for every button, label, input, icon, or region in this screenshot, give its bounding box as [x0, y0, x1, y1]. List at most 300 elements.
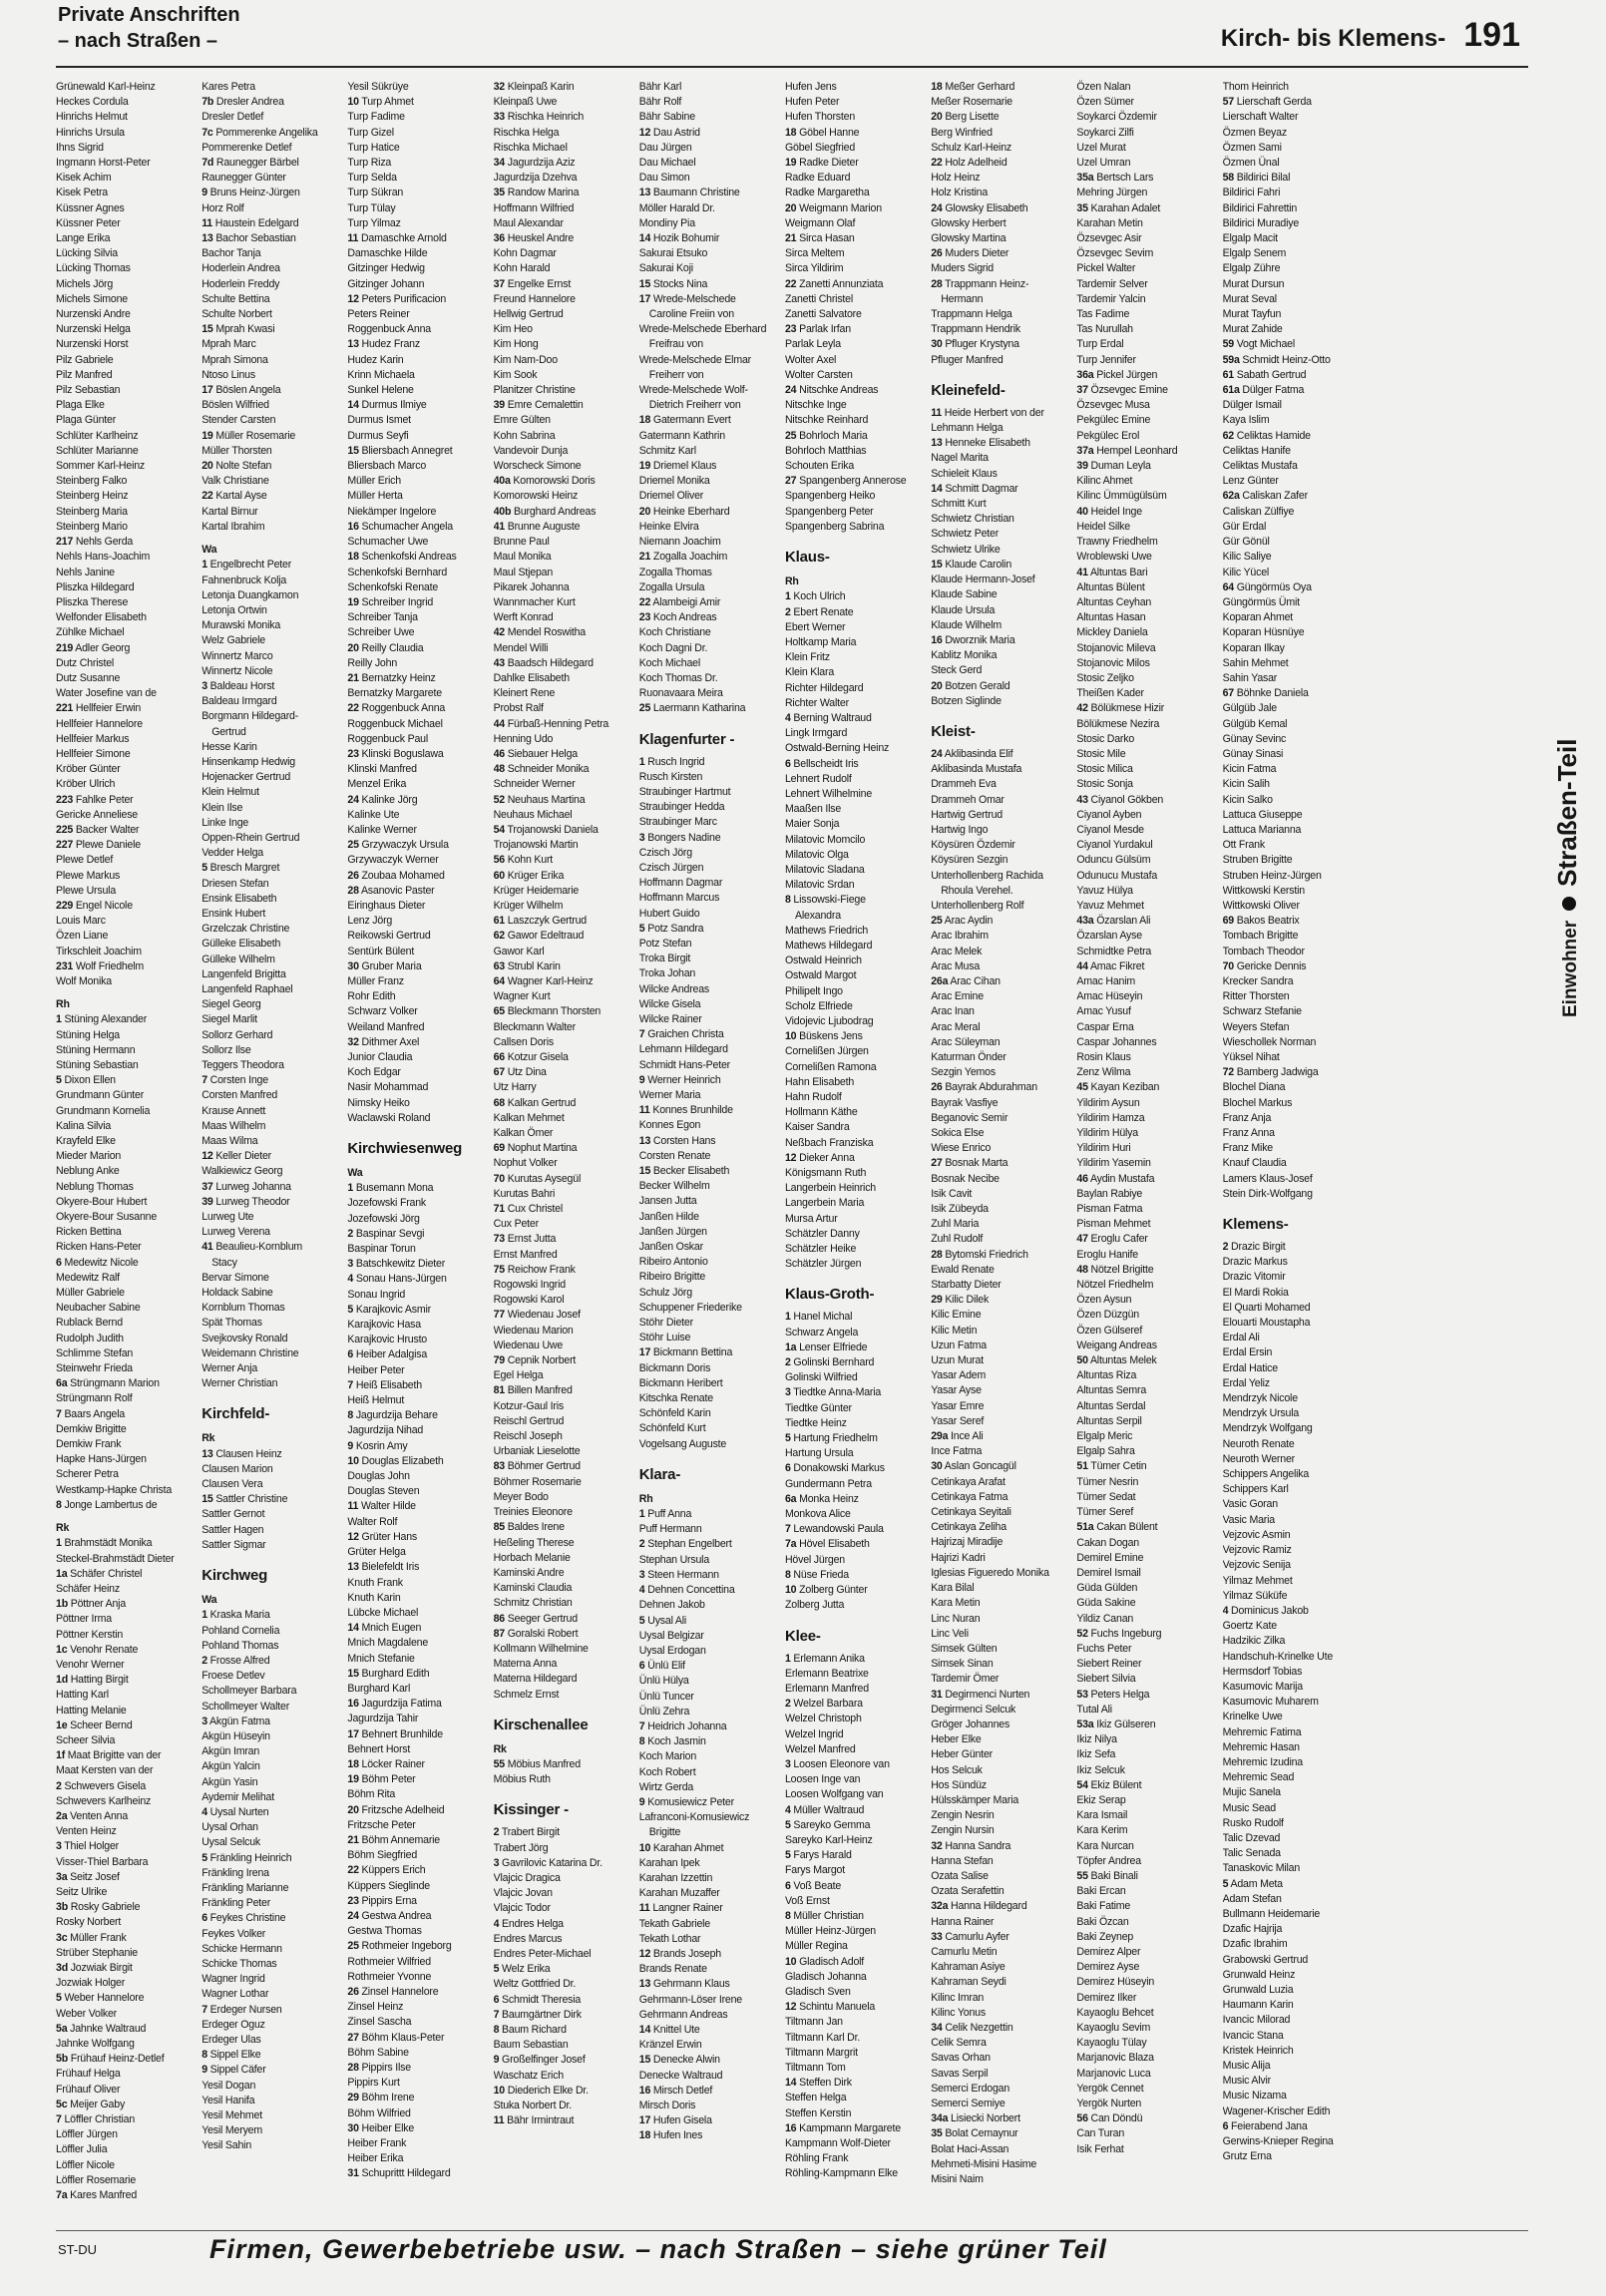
house-number: 12: [784, 2001, 797, 2014]
resident-entry: Grunwald Luzia: [1222, 1983, 1294, 1996]
resident-entry: Damaschke Hilde: [347, 247, 428, 260]
resident-entry: Ünlü Zehra: [638, 1705, 690, 1718]
resident-entry: Stender Carsten: [201, 414, 276, 427]
resident-entry: Gitzinger Johann: [347, 277, 425, 290]
resident-entry: Kilinc Ahmet: [1076, 475, 1133, 488]
resident-entry: Monkova Alice: [784, 1508, 851, 1521]
resident-entry: Drammeh Eva: [931, 778, 997, 791]
resident-entry: Lübcke Michael: [347, 1606, 419, 1619]
resident-entry: Nehls Hans-Joachim: [56, 551, 151, 564]
section-title: Private Anschriften: [58, 4, 240, 26]
resident-entry: Schwietz Christian: [931, 513, 1014, 526]
house-number: 231: [56, 959, 74, 972]
resident-entry: Welzel Christoph: [784, 1713, 862, 1725]
resident-entry: Kollmann Wilhelmine: [493, 1642, 589, 1655]
resident-entry: 217 Nehls Gerda: [56, 536, 134, 549]
resident-entry: 67 Utz Dina: [493, 1066, 547, 1079]
resident-entry: Pickel Walter: [1076, 262, 1136, 275]
resident-entry: Özsevgec Sevim: [1076, 247, 1154, 260]
resident-entry: Ensink Hubert: [201, 907, 266, 920]
resident-entry: Krinn Michaela: [347, 368, 415, 381]
resident-entry: Beganovic Semir: [931, 1111, 1008, 1124]
resident-entry: Koparan Ilkay: [1222, 641, 1285, 654]
house-number: 59: [1222, 338, 1234, 351]
resident-entry: Lamers Klaus-Josef: [1222, 1172, 1313, 1185]
resident-entry: 20 Weigmann Marion: [784, 201, 882, 214]
house-number: 8: [784, 1568, 791, 1581]
resident-entry: Cux Peter: [493, 1218, 539, 1231]
resident-entry: Svejkovsky Ronald: [201, 1332, 288, 1344]
resident-entry: 23 Koch Andreas: [638, 611, 717, 624]
resident-entry: Meßer Rosemarie: [931, 96, 1012, 109]
resident-entry: 10 Gladisch Adolf: [784, 1955, 865, 1968]
resident-entry: 29 Böhm Irene: [347, 2092, 415, 2105]
resident-entry: Tiedtke Günter: [784, 1401, 852, 1414]
resident-entry: Milatovic Olga: [784, 848, 849, 861]
resident-entry: Brunne Paul: [493, 536, 550, 549]
resident-entry: Schneider Werner: [493, 778, 576, 791]
resident-entry: Planitzer Christine: [493, 384, 576, 397]
resident-entry: 2 Baspinar Sevgi: [347, 1227, 425, 1240]
resident-entry: Hufen Jens: [784, 81, 837, 93]
house-number: 1: [784, 590, 791, 603]
house-number: 6: [201, 1912, 207, 1925]
resident-entry: Hubert Guido: [638, 907, 700, 920]
resident-entry: 30 Pfluger Krystyna: [931, 338, 1019, 351]
resident-entry: Holtkamp Maria: [784, 635, 857, 648]
resident-entry: Turp Erdal: [1076, 338, 1124, 351]
resident-entry: 51a Cakan Bülent: [1076, 1521, 1158, 1534]
resident-entry: Stephan Ursula: [638, 1553, 710, 1566]
resident-entry: Altuntas Serpil: [1076, 1414, 1142, 1427]
resident-entry: Burghard Karl: [347, 1682, 411, 1695]
resident-entry: Ihns Sigrid: [56, 141, 104, 154]
resident-entry: Demirez Hüseyin: [1076, 1976, 1155, 1989]
house-number: 62a: [1222, 490, 1240, 503]
resident-entry: Bernatzky Margarete: [347, 687, 442, 700]
house-number: 19: [201, 429, 213, 442]
resident-entry: Ikiz Sefa: [1076, 1748, 1116, 1761]
resident-entry: Denecke Waltraud: [638, 2069, 723, 2082]
resident-entry: Löffler Nicole: [56, 2158, 115, 2171]
resident-entry: 1e Scheer Bernd: [56, 1719, 133, 1731]
resident-entry: Ricken Hans-Peter: [56, 1241, 142, 1254]
resident-entry: Fritzsche Peter: [347, 1818, 416, 1831]
resident-entry: Pohland Cornelia: [201, 1624, 280, 1637]
house-number: 71: [493, 1203, 505, 1216]
house-number: 16: [638, 2084, 651, 2097]
resident-entry: Driemel Oliver: [638, 490, 704, 503]
resident-entry: Elgalp Sahra: [1076, 1445, 1135, 1458]
resident-entry: 223 Fahlke Peter: [56, 793, 134, 806]
resident-entry: Sahin Yasar: [1222, 671, 1278, 684]
house-number: 13: [347, 338, 359, 351]
resident-entry: Krinelke Uwe: [1222, 1711, 1283, 1723]
resident-entry: Fahnenbruck Kolja: [201, 574, 287, 586]
resident-entry: Celiktas Mustafa: [1222, 460, 1298, 473]
resident-entry: Kara Nurcan: [1076, 1839, 1134, 1852]
resident-entry: 5a Jahnke Waltraud: [56, 2022, 147, 2035]
resident-entry: Klein Fritz: [784, 651, 830, 664]
resident-entry: Wannmacher Kurt: [493, 595, 576, 608]
resident-entry: Dresler Detlef: [201, 111, 264, 124]
resident-entry: Feykes Volker: [201, 1927, 266, 1940]
house-number: 86: [493, 1612, 505, 1625]
resident-entry: Müller Heinz-Jürgen: [784, 1925, 876, 1938]
resident-entry: Hinsenkamp Hedwig: [201, 755, 295, 768]
district-code: Rh: [784, 575, 799, 588]
resident-entry: Drazic Markus: [1222, 1256, 1288, 1269]
resident-entry: Richter Walter: [784, 696, 849, 709]
house-number: 79: [493, 1354, 505, 1367]
resident-entry: 8 Sippel Elke: [201, 2049, 261, 2062]
resident-entry: Köysüren Özdemir: [931, 839, 1015, 852]
resident-entry: 42 Mendel Roswitha: [493, 626, 586, 639]
resident-entry: 7 Baars Angela: [56, 1407, 126, 1420]
house-number: 46: [1076, 1172, 1088, 1185]
house-number: 31: [347, 2167, 359, 2180]
resident-entry: 31 Degirmenci Nurten: [931, 1688, 1030, 1701]
resident-entry: Yesil Hanifa: [201, 2094, 255, 2106]
resident-entry: Erlemann Beatrixe: [784, 1667, 869, 1680]
house-number: 20: [931, 111, 943, 124]
house-number: 223: [56, 793, 74, 806]
resident-entry: 72 Bamberg Jadwiga: [1222, 1066, 1319, 1079]
resident-entry: 58 Bildirici Bilal: [1222, 172, 1291, 185]
resident-entry: Schwevers Karlheinz: [56, 1794, 152, 1807]
house-number: 67: [493, 1066, 505, 1079]
directory-column: [931, 80, 1064, 2224]
resident-entry: Klaude Hermann-Josef: [931, 574, 1035, 586]
resident-entry: Tümer Nesrin: [1076, 1475, 1139, 1488]
house-number: 37a: [1076, 444, 1094, 457]
resident-entry: Katurman Önder: [931, 1050, 1006, 1063]
resident-entry: 15 Klaude Carolin: [931, 558, 1012, 571]
resident-entry: 4 Dominicus Jakob: [1222, 1604, 1309, 1617]
resident-entry: Linke Inge: [201, 816, 249, 829]
resident-entry: 47 Eroglu Cafer: [1076, 1233, 1148, 1246]
resident-entry: Trojanowski Martin: [493, 839, 579, 852]
resident-entry: Hövel Jürgen: [784, 1553, 846, 1566]
house-number: 14: [347, 399, 359, 412]
street-heading: Kissinger -: [493, 1801, 569, 1819]
resident-entry: 17 Hufen Gisela: [638, 2114, 712, 2127]
resident-entry: Wolter Carsten: [784, 368, 853, 381]
house-number: 5: [201, 1851, 207, 1864]
resident-entry: 37 Engelke Ernst: [493, 277, 572, 290]
resident-entry: Gestwa Thomas: [347, 1925, 422, 1938]
resident-entry: Sahin Mehmet: [1222, 656, 1289, 669]
resident-entry: Kayaoglu Tülay: [1076, 2037, 1147, 2050]
side-tab-line1: Einwohner: [1560, 920, 1581, 1017]
resident-entry: Tardemir Selver: [1076, 277, 1148, 290]
house-number: 39: [1076, 460, 1088, 473]
resident-entry: Hudez Karin: [347, 353, 404, 366]
resident-entry: Aklibasinda Mustafa: [931, 763, 1022, 776]
house-number: 6a: [56, 1377, 68, 1390]
resident-entry: Lattuca Giuseppe: [1222, 808, 1303, 821]
resident-entry: Mirsch Doris: [638, 2100, 696, 2111]
resident-entry: Hos Selcuk: [931, 1763, 983, 1776]
resident-entry: 40b Burghard Andreas: [493, 505, 597, 518]
resident-entry: Schätzler Danny: [784, 1227, 860, 1240]
house-number: 35: [931, 2127, 943, 2140]
resident-entry: 23 Pippirs Erna: [347, 1894, 417, 1907]
resident-entry: 23 Klinski Boguslawa: [347, 747, 444, 760]
resident-entry: Rudolph Judith: [56, 1332, 124, 1344]
resident-entry: Brands Renate: [638, 1963, 707, 1976]
house-number: 221: [56, 702, 74, 715]
resident-entry: 53a Ikiz Gülseren: [1076, 1718, 1156, 1730]
resident-entry: Kalinke Werner: [347, 823, 417, 836]
resident-entry: Yildirim Yasemin: [1076, 1157, 1151, 1170]
resident-entry: 19 Schreiber Ingrid: [347, 595, 434, 608]
resident-entry: Müller Herta: [347, 490, 403, 503]
resident-entry: Knuth Frank: [347, 1576, 403, 1589]
house-number: 20: [201, 460, 213, 473]
house-number: 51a: [1076, 1521, 1094, 1534]
resident-entry: Hesse Karin: [201, 740, 257, 753]
house-number: 15: [638, 277, 651, 290]
resident-entry: 54 Trojanowski Daniela: [493, 823, 599, 836]
resident-entry: Gertrud: [211, 725, 246, 738]
resident-entry: 34a Lisiecki Norbert: [931, 2112, 1020, 2125]
resident-entry: Tombach Brigitte: [1222, 930, 1299, 943]
house-number: 27: [931, 1157, 943, 1170]
resident-entry: Spangenberg Sabrina: [784, 520, 885, 533]
house-number: 3: [638, 831, 645, 844]
resident-entry: Böslen Wilfried: [201, 399, 269, 412]
resident-entry: 28 Bytomski Friedrich: [931, 1248, 1028, 1261]
house-number: 3: [784, 1757, 791, 1770]
house-number: 1d: [56, 1674, 68, 1687]
resident-entry: Gawor Karl: [493, 945, 545, 957]
resident-entry: Elgalp Zühre: [1222, 262, 1281, 275]
resident-entry: Kilic Metin: [931, 1324, 978, 1337]
resident-entry: Siebert Reiner: [1076, 1658, 1142, 1671]
resident-entry: Demirez Alper: [1076, 1945, 1141, 1958]
house-number: 25: [347, 839, 359, 852]
house-number: 42: [493, 626, 505, 639]
house-number: 5: [784, 1818, 791, 1831]
resident-entry: Zinsel Heinz: [347, 2001, 404, 2014]
resident-entry: 1 Koch Ulrich: [784, 590, 846, 603]
resident-entry: Langerbein Maria: [784, 1197, 865, 1210]
resident-entry: Dau Simon: [638, 172, 690, 185]
resident-entry: Siegel Georg: [201, 998, 261, 1011]
resident-entry: Kalkan Ömer: [493, 1127, 554, 1140]
street-heading: Kleist-: [931, 722, 976, 740]
resident-entry: 6 Donakowski Markus: [784, 1462, 885, 1475]
resident-entry: Siebert Silvia: [1076, 1673, 1136, 1686]
resident-entry: 63 Strubl Karin: [493, 959, 561, 972]
resident-entry: Semerci Erdogan: [931, 2082, 1010, 2095]
resident-entry: Sonau Ingrid: [347, 1288, 406, 1301]
resident-entry: 19 Driemel Klaus: [638, 460, 717, 473]
resident-entry: Arac Inan: [931, 1005, 975, 1018]
resident-entry: Winnertz Nicole: [201, 664, 273, 677]
resident-entry: 86 Seeger Gertrud: [493, 1612, 578, 1625]
district-code: Rh: [638, 1492, 653, 1505]
resident-entry: Böhm Wilfried: [347, 2106, 411, 2119]
resident-entry: Schmidtke Petra: [1076, 945, 1152, 957]
house-number: 7c: [201, 126, 213, 139]
resident-entry: Hanna Stefan: [931, 1854, 994, 1867]
resident-entry: Kicin Fatma: [1222, 763, 1277, 776]
resident-entry: 30 Heiber Elke: [347, 2121, 415, 2134]
resident-entry: Tümer Seref: [1076, 1506, 1134, 1519]
resident-entry: 11 Damaschke Arnold: [347, 232, 447, 245]
resident-entry: 61 Laszczyk Gertrud: [493, 915, 587, 928]
house-number: 31: [931, 1688, 943, 1701]
resident-entry: Krüger Heidemarie: [493, 884, 580, 897]
street-range: Kirch- bis Klemens-: [1220, 25, 1446, 52]
resident-entry: Bleckmann Walter: [493, 1020, 576, 1033]
resident-entry: Kayaoglu Behcet: [1076, 2006, 1154, 2019]
resident-entry: Dzafic Ibrahim: [1222, 1938, 1288, 1951]
resident-entry: 17 Behnert Brunhilde: [347, 1727, 443, 1740]
resident-entry: Caliskan Zülfiye: [1222, 505, 1295, 518]
house-number: 13: [638, 1134, 651, 1147]
house-number: 44: [1076, 959, 1088, 972]
resident-entry: Turp Riza: [347, 157, 392, 170]
resident-entry: Murawski Monika: [201, 619, 281, 632]
house-number: 32: [347, 1035, 359, 1048]
resident-entry: Puff Hermann: [638, 1523, 702, 1536]
resident-entry: Tekath Lothar: [638, 1932, 701, 1945]
resident-entry: 17 Böslen Angela: [201, 384, 281, 397]
house-number: 7b: [201, 96, 214, 109]
resident-entry: Roggenbuck Michael: [347, 717, 443, 730]
house-number: 1f: [56, 1749, 66, 1762]
resident-entry: 15 Denecke Alwin: [638, 2054, 720, 2067]
resident-entry: Freund Hannelore: [493, 292, 576, 305]
resident-entry: Celik Semra: [931, 2037, 987, 2050]
resident-entry: Özsevgec Asir: [1076, 232, 1142, 245]
resident-entry: Philipelt Ingo: [784, 984, 843, 997]
resident-entry: Krayfeld Elke: [56, 1135, 116, 1148]
resident-entry: 8 Baum Richard: [493, 2023, 567, 2036]
resident-entry: Misini Naim: [931, 2173, 984, 2186]
resident-entry: Clausen Vera: [201, 1478, 263, 1491]
house-number: 1b: [56, 1598, 68, 1611]
resident-entry: 29a Ince Ali: [931, 1430, 984, 1443]
house-number: 54: [1076, 1778, 1088, 1791]
resident-entry: Ebert Werner: [784, 620, 846, 633]
house-number: 13: [638, 1978, 651, 1991]
resident-entry: Worscheck Simone: [493, 460, 582, 473]
resident-entry: Mehremic Izudina: [1222, 1755, 1304, 1768]
resident-entry: Kalkan Mehmet: [493, 1111, 565, 1124]
house-number: 28: [931, 277, 943, 290]
resident-entry: Unterhollenberg Rolf: [931, 899, 1024, 912]
resident-entry: 60 Krüger Erika: [493, 869, 565, 882]
resident-entry: 18 Meßer Gerhard: [931, 81, 1015, 93]
resident-entry: 17 Wrede-Melschede: [638, 292, 736, 305]
house-number: 65: [493, 1005, 505, 1018]
resident-entry: Müller Gabriele: [56, 1287, 125, 1300]
resident-entry: Music Alvir: [1222, 2075, 1272, 2088]
district-code: Rk: [493, 1742, 507, 1755]
resident-entry: Uzun Fatma: [931, 1339, 987, 1351]
house-number: 41: [493, 520, 505, 533]
side-tab-line2: Straßen-Teil: [1552, 738, 1582, 887]
resident-entry: Iglesias Figueredo Monika: [931, 1566, 1049, 1579]
resident-entry: Schmitt Kurt: [931, 498, 987, 511]
resident-entry: 14 Schmitt Dagmar: [931, 482, 1018, 495]
resident-entry: Grundmann Günter: [56, 1089, 145, 1102]
resident-entry: Blochel Diana: [1222, 1081, 1286, 1094]
resident-entry: 13 Bielefeldt Iris: [347, 1561, 420, 1574]
resident-entry: Jahnke Wolfgang: [56, 2038, 135, 2050]
resident-entry: Welzel Manfred: [784, 1742, 856, 1755]
resident-entry: Trawny Friedhelm: [1076, 536, 1158, 549]
resident-entry: Müller Regina: [784, 1940, 848, 1953]
house-number: 1e: [56, 1719, 68, 1731]
resident-entry: 15 Becker Elisabeth: [638, 1165, 730, 1178]
resident-entry: Bickmann Doris: [638, 1361, 711, 1374]
resident-entry: Komorowski Heinz: [493, 490, 579, 503]
resident-entry: 5 Uysal Ali: [638, 1614, 687, 1627]
house-number: 41: [1076, 566, 1088, 578]
resident-entry: Wirtz Gerda: [638, 1780, 694, 1793]
resident-entry: 46 Siebauer Helga: [493, 747, 578, 760]
house-number: 8: [201, 2049, 207, 2062]
resident-entry: Pekgülec Erol: [1076, 429, 1140, 442]
resident-entry: 46 Aydin Mustafa: [1076, 1172, 1155, 1185]
resident-entry: Gatermann Kathrin: [638, 429, 725, 442]
resident-entry: Lehmann Hildegard: [638, 1043, 728, 1056]
resident-entry: Talic Dzevad: [1222, 1831, 1281, 1844]
resident-entry: Cetinkaya Zeliha: [931, 1521, 1006, 1534]
house-number: 229: [56, 899, 74, 912]
directory-columns: [56, 80, 1502, 2224]
house-number: 14: [347, 1622, 359, 1635]
house-number: 7a: [784, 1538, 797, 1551]
resident-entry: Holz Kristina: [931, 187, 989, 199]
resident-entry: Elgalp Macit: [1222, 232, 1278, 245]
resident-entry: Ott Frank: [1222, 839, 1265, 852]
resident-entry: Nitschke Inge: [784, 399, 847, 412]
house-number: 40b: [493, 505, 512, 518]
house-number: 18: [784, 126, 797, 139]
resident-entry: Tiltmann Margrit: [784, 2046, 858, 2059]
house-number: 62: [493, 930, 505, 943]
resident-entry: Valk Christiane: [201, 475, 269, 488]
house-number: 7: [638, 1720, 645, 1732]
resident-entry: Spangenberg Heiko: [784, 490, 876, 503]
directory-column: [639, 80, 773, 2224]
resident-entry: 9 Sippel Cäfer: [201, 2064, 266, 2077]
resident-entry: Vejzovic Senija: [1222, 1559, 1291, 1572]
resident-entry: Wrede-Melschede Eberhard: [638, 323, 767, 336]
house-number: 6: [1222, 2119, 1229, 2132]
resident-entry: Parlak Leyla: [784, 338, 841, 351]
resident-entry: Ruonavaara Meira: [638, 687, 723, 700]
resident-entry: Holdack Sabine: [201, 1287, 273, 1300]
resident-entry: Yilmaz Süküfe: [1222, 1589, 1288, 1602]
resident-entry: 26 Muders Dieter: [931, 247, 1009, 260]
resident-entry: Ricken Bettina: [56, 1226, 122, 1239]
house-number: 24: [931, 201, 943, 214]
resident-entry: Töpfer Andrea: [1076, 1854, 1141, 1867]
resident-entry: Hoffmann Marcus: [638, 892, 720, 905]
resident-entry: Neblung Anke: [56, 1165, 120, 1178]
house-number: 2a: [56, 1809, 68, 1822]
resident-entry: 73 Ernst Jutta: [493, 1233, 557, 1246]
resident-entry: Yesil Sahin: [201, 2139, 252, 2152]
resident-entry: Ünlü Hülya: [638, 1675, 689, 1688]
